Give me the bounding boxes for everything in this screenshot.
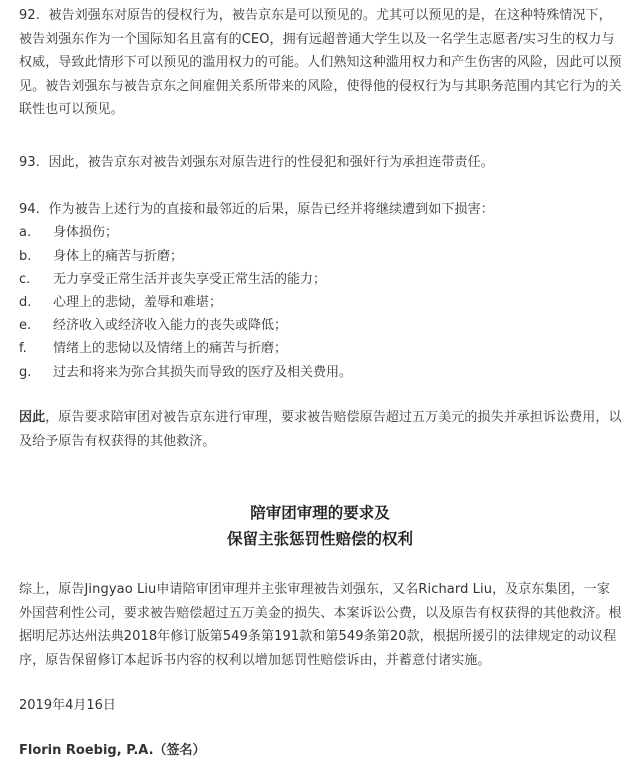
- list-letter: d.: [19, 295, 32, 310]
- list-letter: f.: [19, 341, 27, 356]
- therefore-text: ，原告要求陪审团对被告京东进行审理，要求被告赔偿原告超过五万美元的损失并承担诉讼费用，以及给予原告有权获得的其他救济。: [19, 410, 622, 449]
- therefore-bold: 因此: [19, 410, 46, 425]
- list-item: [19, 221, 623, 244]
- list-text: 心理上的悲恸，羞辱和难堪；: [53, 295, 223, 310]
- list-item: [19, 291, 623, 314]
- list-letter: c.: [19, 272, 31, 287]
- list-item: [19, 337, 623, 360]
- paragraph-92: 92. 被告刘强东对原告的侵权行为，被告京东是可以预见的。尤其可以预见的是，在这种特殊情况下，被告刘强东作为一个国际知名且富有的CEO，拥有远超普通大学生以及一名学生志愿者/实习生的权力与权威，导致此情形下可以预见的滥用权力的可能。人们熟知这种滥用权力和产生伤害的风险，因此可以预见。被告刘强东与被告京东之间雇佣关系所带来的风险，使得他的侵权行为与其职务范围内其它行为的关联性也可以预见。: [19, 8, 622, 117]
- list-item: [19, 245, 623, 268]
- summary-paragraph: 综上，原告Jingyao Liu申请陪审团审理并主张审理被告刘强东，又名Richard Liu，及京东集团，一家外国营利性公司，要求被告赔偿超过五万美金的损失、本案诉讼公费，以及原告有权获得的其他救济。根据明尼苏达州法典2018年修订版第549条第191款和第549条第20款，根据所援引的法律规定的动议程序，原告保留修订本起诉书内容的权利以增加惩罚性赔偿诉由，并蓄意付诸实施。: [19, 582, 622, 668]
- list-letter: a.: [19, 225, 32, 240]
- document-date: 2019年4月16日: [19, 698, 116, 713]
- list-text: 身体上的痛苦与折磨；: [53, 249, 184, 264]
- section-heading-line2: 保留主张惩罚性赔偿的权利: [226, 530, 413, 548]
- list-letter: b.: [19, 249, 32, 264]
- list-letter: e.: [19, 318, 32, 333]
- list-item: [19, 314, 623, 337]
- list-text: 过去和将来为弥合其损失而导致的医疗及相关费用。: [53, 365, 353, 380]
- therefore-paragraph: [19, 406, 623, 453]
- section-heading-line1: 陪审团审理的要求及: [250, 504, 390, 522]
- list-text: 无力享受正常生活并丧失享受正常生活的能力；: [53, 272, 327, 287]
- list-text: 情绪上的悲恸以及情绪上的痛苦与折磨；: [53, 341, 288, 356]
- list-item: [19, 361, 623, 384]
- list-item: [19, 268, 623, 291]
- signature: Florin Roebig, P.A.（签名）: [19, 743, 206, 758]
- paragraph-94: 94. 作为被告上述行为的直接和最邻近的后果，原告已经并将继续遭到如下损害：: [19, 202, 494, 217]
- paragraph-93: 93. 因此，被告京东对被告刘强东对原告进行的性侵犯和强奸行为承担连带责任。: [19, 155, 494, 170]
- list-text: 身体损伤；: [53, 225, 119, 240]
- list-text: 经济收入或经济收入能力的丧失或降低；: [53, 318, 288, 333]
- list-letter: g.: [19, 365, 32, 380]
